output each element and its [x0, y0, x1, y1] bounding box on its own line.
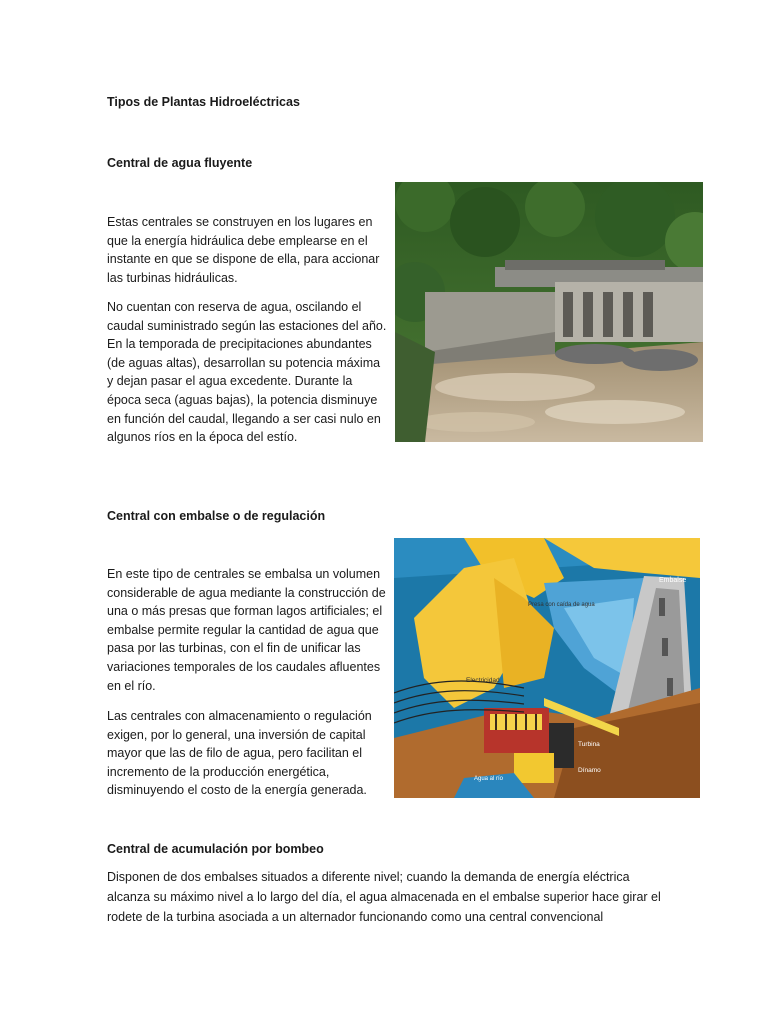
- section-heading-bombeo: Central de acumulación por bombeo: [107, 842, 324, 856]
- label-embalse: Embalse: [659, 577, 687, 584]
- paragraph-embalse-1: En este tipo de centrales se embalsa un volumen considerable de agua mediante la construcción de una o más presas que forman lagos artificiales; el embalse permite regular la cantidad de agua que pasa por las turbinas, con el fin de unificar las variaciones temporales de los caudales afluentes en el río.: [107, 567, 386, 693]
- reservoir-dam-diagram: [394, 538, 700, 798]
- section-heading-embalse: Central con embalse o de regulación: [107, 509, 326, 523]
- paragraph-agua-fluyente-2: No cuentan con reserva de agua, oscilando el caudal suministrado según las estaciones del año. En la temporada de precipitaciones abundantes (de aguas altas), desarrollan su potencia máxima y dejan pasar el agua excedente. Durante la época seca (aguas bajas), la potencia disminuye en función del caudal, llegando a ser casi nulo en algunos ríos en la época del estío.: [107, 300, 387, 445]
- label-turbina: Turbina: [578, 741, 600, 748]
- paragraph-embalse-2: Las centrales con almacenamiento o regulación exigen, por lo general, una inversión de capital mayor que las de filo de agua, pero facilitan el incremento de la producción energética, disminuyendo el costo de la energía generada.: [107, 709, 372, 798]
- label-dinamo: Dínamo: [578, 767, 601, 774]
- run-of-river-dam-photo: [395, 182, 703, 442]
- label-electricidad: Electricidad: [466, 677, 500, 684]
- label-presa-text: Presa con caída de agua: [528, 602, 595, 608]
- label-agua-rio: Agua al río: [474, 776, 504, 782]
- page-title: Tipos de Plantas Hidroeléctricas: [107, 95, 300, 109]
- section-heading-agua-fluyente: Central de agua fluyente: [107, 156, 253, 170]
- paragraph-agua-fluyente-1: Estas centrales se construyen en los lugares en que la energía hidráulica debe emplearse en el instante en que se dispone de ella, para accionar las turbinas hidráulicas.: [107, 215, 380, 285]
- label-presa: [528, 602, 595, 608]
- paragraph-bombeo-1: Disponen de dos embalses situados a diferente nivel; cuando la demanda de energía eléctrica alcanza su máximo nivel a lo largo del día, el agua almacenada en el embalse superior hace girar el rodete de la turbina asociada a un alternador funcionando como una central convencional: [107, 870, 661, 924]
